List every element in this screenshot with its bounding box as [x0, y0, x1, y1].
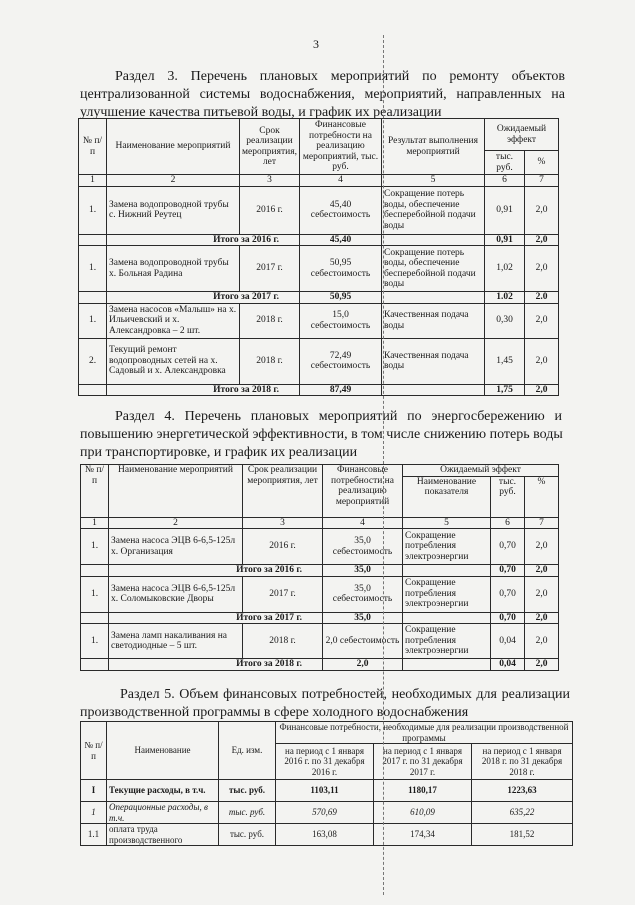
row-result: Сокращение потребления электроэнергии: [403, 624, 491, 659]
row-num: 1.: [79, 246, 107, 292]
row-finance: 35,0 себестоимость: [323, 529, 403, 565]
row-num: 1.1: [81, 824, 107, 846]
column-number: 2: [107, 175, 240, 187]
row-effect-percent: 2,0: [525, 338, 559, 384]
row-effect-percent: 2,0: [525, 246, 559, 292]
row-effect-rub: 1,45: [485, 338, 525, 384]
total-effect-rub: 1.02: [485, 292, 525, 304]
row-effect-rub: 0,70: [491, 529, 525, 565]
header-name: Наименование мероприятий: [109, 465, 243, 518]
row-effect-percent: 2,0: [525, 303, 559, 338]
section3-heading-line: Раздел 3. Перечень плановых мероприятий по ремонту объектов: [115, 69, 565, 84]
table-row: [81, 780, 573, 802]
row-finance: 50,95 себестоимость: [300, 246, 382, 292]
total-effect-rub: 0,70: [491, 565, 525, 577]
column-number: 7: [525, 517, 559, 529]
total-finance: 2,0: [323, 659, 403, 671]
total-finance: 35,0: [323, 565, 403, 577]
header-result: Результат выполнения мероприятий: [382, 119, 485, 175]
row-num: 1.: [81, 576, 109, 612]
row-effect-rub: 0,30: [485, 303, 525, 338]
row-effect-rub: 0,04: [491, 624, 525, 659]
header-indicator: Наименование показателя: [403, 476, 491, 517]
total-finance: 45,40: [300, 234, 382, 246]
header-term: Срок реализации мероприятия, лет: [243, 465, 323, 518]
total-effect-rub: 0,04: [491, 659, 525, 671]
total-effect-percent: 2,0: [525, 234, 559, 246]
scan-fold-line: [383, 35, 384, 895]
row-result: Качественная подача воды: [382, 338, 485, 384]
header-num: № п/п: [81, 722, 107, 780]
section5-heading: [80, 686, 570, 722]
section3-heading-line: улучшение качества питьевой воды, и график их реализации: [80, 105, 442, 120]
table-row: [79, 246, 559, 292]
total-effect-rub: 0,91: [485, 234, 525, 246]
column-number: 3: [240, 175, 300, 187]
row-effect-rub: 1,02: [485, 246, 525, 292]
table-row: [81, 576, 559, 612]
total-row: [79, 292, 559, 304]
section5-heading-line: производственной программы в сфере холодного водоснабжения: [80, 705, 469, 720]
row-value-2016: 570,69: [276, 802, 374, 824]
row-num: 2.: [79, 338, 107, 384]
row-value-2017: 1180,17: [374, 780, 472, 802]
row-value-2016: 1103,11: [276, 780, 374, 802]
row-result: Сокращение потребления электроэнергии: [403, 529, 491, 565]
header-finance: Финансовые потребности на реализацию мероприятий: [323, 465, 403, 518]
column-number: 2: [109, 517, 243, 529]
row-num: 1.: [79, 303, 107, 338]
total-row: [81, 659, 559, 671]
header-name: Наименование: [107, 722, 219, 780]
row-term: 2018 г.: [240, 303, 300, 338]
row-name: Текущие расходы, в т.ч.: [107, 780, 219, 802]
row-term: 2016 г.: [240, 186, 300, 234]
row-unit: тыс. руб.: [219, 824, 276, 846]
total-label: Итого за 2017 г.: [107, 292, 300, 304]
row-result: Качественная подача воды: [382, 303, 485, 338]
total-effect-rub: 0,70: [491, 612, 525, 624]
header-period-2016: на период с 1 января 2016 г. по 31 декабря 2016 г.: [276, 744, 374, 780]
total-label: Итого за 2016 г.: [107, 234, 300, 246]
section3-heading-line: централизованной системы водоснабжения, мероприятий, направленных на: [80, 87, 565, 102]
header-unit-rub: тыс. руб.: [491, 476, 525, 517]
row-effect-percent: 2,0: [525, 186, 559, 234]
table-row: [79, 186, 559, 234]
column-number: 4: [323, 517, 403, 529]
row-num: 1: [81, 802, 107, 824]
total-finance: 35,0: [323, 612, 403, 624]
column-number: 1: [81, 517, 109, 529]
section4-heading-line: повышению энергетической эффективности, в том числе снижению потерь воды: [80, 427, 563, 442]
total-finance: 50,95: [300, 292, 382, 304]
row-value-2018: 181,52: [472, 824, 573, 846]
table-row: [81, 529, 559, 565]
row-name: Замена насоса ЭЦВ 6-6,5-125л х. Соломыковские Дворы: [109, 576, 243, 612]
column-number: 1: [79, 175, 107, 187]
row-term: 2018 г.: [240, 338, 300, 384]
total-label: Итого за 2017 г.: [109, 612, 323, 624]
table-row: [81, 802, 573, 824]
table-row: [79, 338, 559, 384]
row-unit: тыс. руб.: [219, 780, 276, 802]
header-unit-percent: %: [525, 476, 559, 517]
total-effect-percent: 2,0: [525, 659, 559, 671]
column-number: 6: [485, 175, 525, 187]
section3-heading: [80, 68, 565, 122]
row-value-2017: 174,34: [374, 824, 472, 846]
row-value-2017: 610,09: [374, 802, 472, 824]
total-row: [79, 384, 559, 396]
column-number: 5: [403, 517, 491, 529]
row-finance: 35,0 себестоимость: [323, 576, 403, 612]
row-name: Замена водопроводной трубы с. Нижний Реутец: [107, 186, 240, 234]
row-name: Замена водопроводной трубы х. Больная Радина: [107, 246, 240, 292]
row-name: Операционные расходы, в т.ч.: [107, 802, 219, 824]
total-label: Итого за 2016 г.: [109, 565, 323, 577]
row-effect-rub: 0,91: [485, 186, 525, 234]
header-period-2018: на период с 1 января 2018 г. по 31 декабря 2018 г.: [472, 744, 573, 780]
page-number: 3: [313, 37, 319, 51]
row-name: Замена ламп накаливания на светодиодные – 5 шт.: [109, 624, 243, 659]
row-name: Замена насоса ЭЦВ 6-6,5-125л х. Организация: [109, 529, 243, 565]
row-finance: 45,40 себестоимость: [300, 186, 382, 234]
header-name: Наименование мероприятий: [107, 119, 240, 175]
row-value-2018: 635,22: [472, 802, 573, 824]
total-row: [79, 234, 559, 246]
header-unit: Ед. изм.: [219, 722, 276, 780]
row-finance: 72,49 себестоимость: [300, 338, 382, 384]
header-finance: Финансовые потребности, необходимые для реализации производственной программы: [276, 722, 573, 744]
total-row: [81, 612, 559, 624]
row-effect-percent: 2,0: [525, 624, 559, 659]
row-num: 1.: [81, 624, 109, 659]
header-unit-rub: тыс. руб.: [485, 151, 525, 175]
table-row: [81, 624, 559, 659]
column-number: 6: [491, 517, 525, 529]
header-finance: Финансовые потребности на реализацию мероприятий, тыс. руб.: [300, 119, 382, 175]
row-name: Замена насосов «Малыш» на х. Ильичевский и х. Александровка – 2 шт.: [107, 303, 240, 338]
section3-table: [78, 118, 559, 396]
row-term: 2016 г.: [243, 529, 323, 565]
total-effect-percent: 2.0: [525, 292, 559, 304]
total-effect-percent: 2,0: [525, 565, 559, 577]
total-finance: 87,49: [300, 384, 382, 396]
total-label: Итого за 2018 г.: [107, 384, 300, 396]
row-term: 2017 г.: [240, 246, 300, 292]
row-num: 1.: [79, 186, 107, 234]
row-effect-percent: 2,0: [525, 529, 559, 565]
row-result: Сокращение потребления электроэнергии: [403, 576, 491, 612]
section4-heading-line: при транспортировке, и график их реализации: [80, 445, 358, 460]
row-name: Текущий ремонт водопроводных сетей на х. Садовый и х. Александровка: [107, 338, 240, 384]
table-row: [81, 824, 573, 846]
section5-table: [80, 721, 573, 846]
section4-heading: [80, 408, 562, 462]
row-num: I: [81, 780, 107, 802]
total-row: [81, 565, 559, 577]
section4-heading-line: Раздел 4. Перечень плановых мероприятий по энергосбережению и: [115, 409, 562, 424]
row-num: 1.: [81, 529, 109, 565]
table-row: [79, 303, 559, 338]
row-result: Сокращение потерь воды, обеспечение бесперебойной подачи воды: [382, 186, 485, 234]
row-value-2016: 163,08: [276, 824, 374, 846]
header-unit-percent: %: [525, 151, 559, 175]
row-finance: 2,0 себестоимость: [323, 624, 403, 659]
row-unit: тыс. руб.: [219, 802, 276, 824]
total-effect-percent: 2,0: [525, 384, 559, 396]
section5-heading-line: Раздел 5. Объем финансовых потребностей, необходимых для реализации: [120, 687, 570, 702]
column-number: 4: [300, 175, 382, 187]
column-number: 7: [525, 175, 559, 187]
total-effect-percent: 2,0: [525, 612, 559, 624]
header-term: Срок реализации мероприятия, лет: [240, 119, 300, 175]
row-effect-percent: 2,0: [525, 576, 559, 612]
column-number: 3: [243, 517, 323, 529]
total-label: Итого за 2018 г.: [109, 659, 323, 671]
header-effect: Ожидаемый эффект: [485, 119, 559, 151]
row-value-2018: 1223,63: [472, 780, 573, 802]
row-finance: 15,0 себестоимость: [300, 303, 382, 338]
row-name: оплата труда производственного: [107, 824, 219, 846]
section4-table: [80, 464, 559, 671]
header-num: № п/п: [81, 465, 109, 518]
row-term: 2018 г.: [243, 624, 323, 659]
total-effect-rub: 1,75: [485, 384, 525, 396]
row-term: 2017 г.: [243, 576, 323, 612]
header-period-2017: на период с 1 января 2017 г. по 31 декабря 2017 г.: [374, 744, 472, 780]
header-effect: Ожидаемый эффект: [403, 465, 559, 477]
header-num: № п/п: [79, 119, 107, 175]
row-result: Сокращение потерь воды, обеспечение бесперебойной подачи воды: [382, 246, 485, 292]
column-number: 5: [382, 175, 485, 187]
row-effect-rub: 0,70: [491, 576, 525, 612]
